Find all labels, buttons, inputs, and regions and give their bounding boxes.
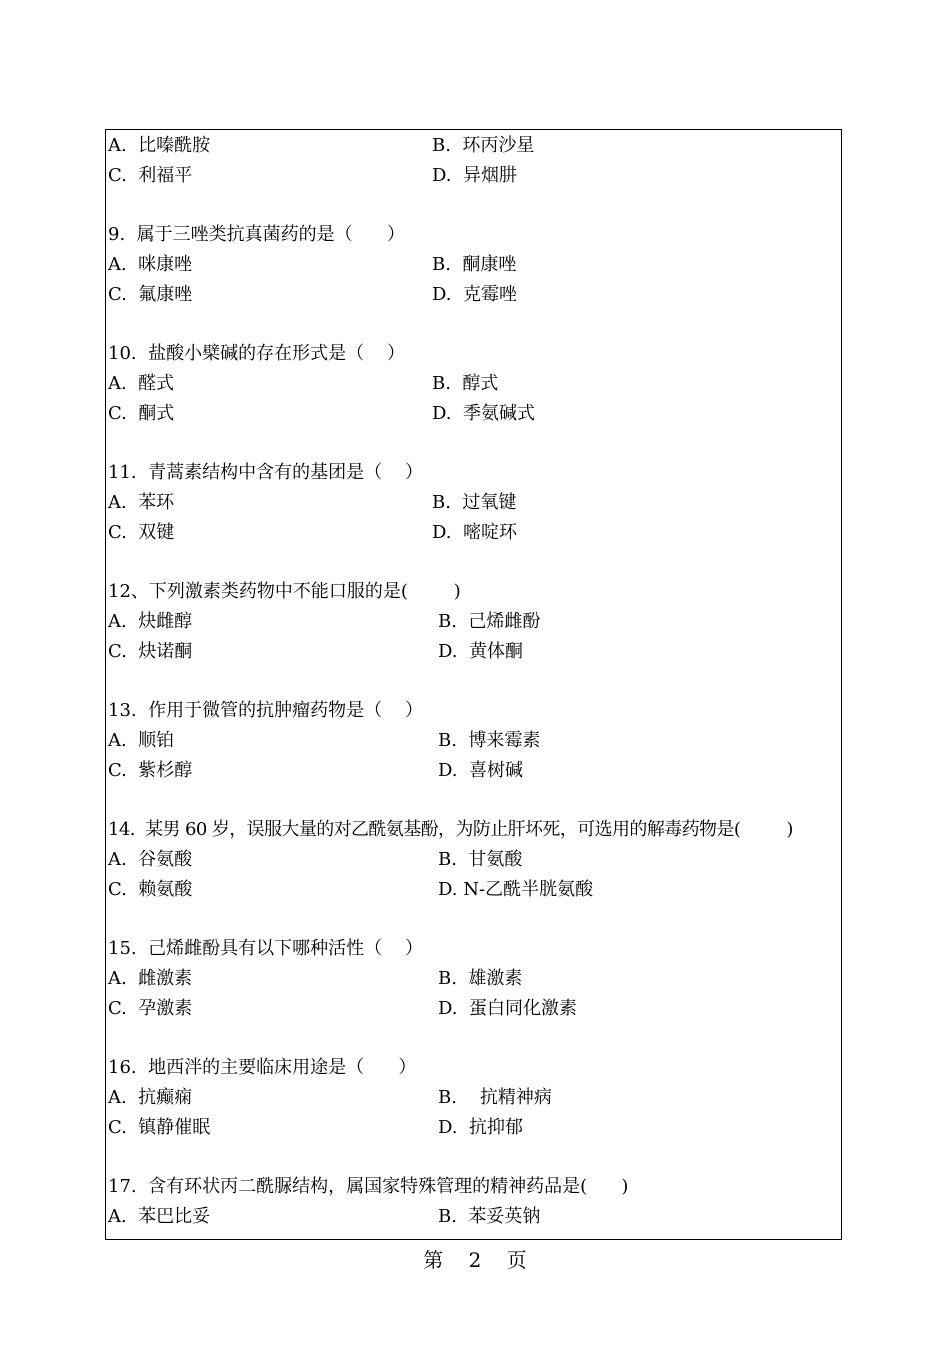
option-a: A. 比嗪酰胺 [108,135,211,156]
question-stem: 15. 己烯雌酚具有以下哪种活性（ ） [108,938,423,959]
option-a: A. 苯环 [108,492,175,513]
option-b: B. 环丙沙星 [432,135,535,156]
option-a: A. 雌激素 [108,968,193,989]
question-stem: 13. 作用于微管的抗肿瘤药物是（ ） [108,700,423,721]
option-b: B. 博来霉素 [438,730,541,751]
option-b: B. 己烯雌酚 [438,611,541,632]
option-a: A. 炔雌醇 [108,611,193,632]
option-d: D. 抗抑郁 [438,1117,523,1138]
option-b: B. 苯妥英钠 [438,1206,541,1227]
option-d: D. 黄体酮 [438,641,523,662]
option-b: B. 雄激素 [438,968,523,989]
option-c: C. 双键 [108,522,175,543]
question-stem: 12、下列激素类药物中不能口服的是( ) [108,581,461,602]
option-b: B. 甘氨酸 [438,849,523,870]
option-b: B. 抗精神病 [438,1087,552,1108]
option-d: D. 喜树碱 [438,760,523,781]
option-b: B. 过氧键 [432,492,517,513]
question-stem: 16. 地西泮的主要临床用途是（ ） [108,1057,417,1078]
option-d: D. 克霉唑 [432,284,517,305]
option-c: C. 利福平 [108,165,193,186]
option-c: C. 氟康唑 [108,284,193,305]
option-c: C. 炔诺酮 [108,641,193,662]
option-a: A. 咪康唑 [108,254,193,275]
option-d: D. 嘧啶环 [432,522,517,543]
option-c: C. 孕激素 [108,998,193,1019]
option-b: B. 酮康唑 [432,254,517,275]
option-c: C. 紫杉醇 [108,760,193,781]
option-d: D. 蛋白同化激素 [438,998,577,1019]
page-number: 第 2 页 [423,1248,527,1272]
question-stem: 10. 盐酸小檗碱的存在形式是（ ） [108,343,405,364]
option-a: A. 谷氨酸 [108,849,193,870]
option-a: A. 顺铂 [108,730,175,751]
question-stem: 11. 青蒿素结构中含有的基团是（ ） [108,462,423,483]
question-stem: 14. 某男 60 岁，误服大量的对乙酰氨基酚，为防止肝坏死，可选用的解毒药物是( ) [108,819,793,840]
option-c: C. 酮式 [108,403,175,424]
question-stem: 9. 属于三唑类抗真菌药的是（ ） [108,224,405,245]
question-stem: 17. 含有环状丙二酰脲结构，属国家特殊管理的精神药品是( ) [108,1176,629,1197]
option-a: A. 苯巴比妥 [108,1206,211,1227]
option-c: C. 镇静催眠 [108,1117,211,1138]
option-a: A. 醛式 [108,373,175,394]
option-d: D. 季氨碱式 [432,403,535,424]
option-d: D. N-乙酰半胱氨酸 [438,879,594,900]
option-d: D. 异烟肼 [432,165,517,186]
option-b: B. 醇式 [432,373,499,394]
option-a: A. 抗癫痫 [108,1087,193,1108]
option-c: C. 赖氨酸 [108,879,193,900]
